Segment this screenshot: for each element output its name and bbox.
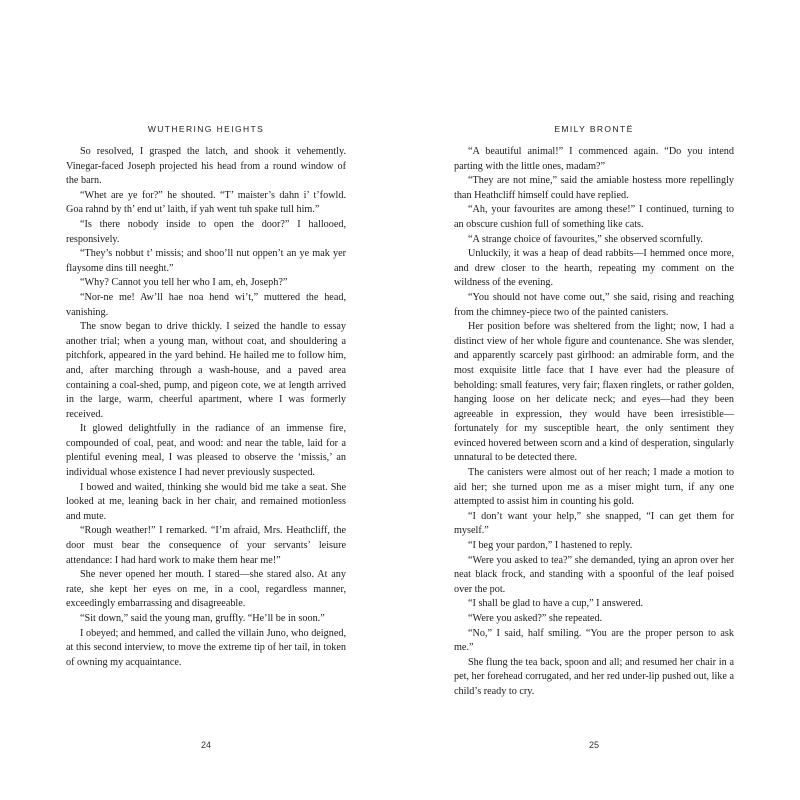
paragraph: “Rough weather!” I remarked. “I’m afraid, Mrs. Heathcliff, the door must bear the consequence of your servants’ leisure attendance: I had hard work to make them hear me!” [66, 525, 346, 566]
paragraph: So resolved, I grasped the latch, and shook it vehemently. Vinegar-faced Joseph projected his head from a round window of the barn. [66, 146, 346, 187]
paragraph: I bowed and waited, thinking she would bid me take a seat. She looked at me, leaning back in her chair, and remained motionless and mute. [66, 481, 346, 522]
running-head-book-title: WUTHERING HEIGHTS [147, 124, 265, 134]
page-number: 25 [588, 740, 599, 750]
paragraph: Unluckily, it was a heap of dead rabbits—I hemmed once more, and drew closer to the hearth, repeating my comment on the wildness of the evening. [454, 248, 734, 289]
paragraph: “No,” I said, half smiling. “You are the proper person to ask me.” [454, 627, 734, 654]
paragraph: “A beautiful animal!” I commenced again. “Do you intend parting with the little ones, madam?” [454, 146, 734, 172]
paragraph: The snow began to drive thickly. I seized the handle to essay another trial; when a young man, without coat, and shouldering a pitchfork, appeared in the yard behind. He hailed me to follow him, and, after marching through a wash-house, and a paved area containing a coal-shed, pump, and pigeon cote, we at length arrived in the large, warm, cheerful apartment, where I was formerly received. [66, 321, 346, 420]
paragraph: “I shall be glad to have a cup,” I answered. [468, 598, 644, 610]
paragraph: “Is there nobody inside to open the door?” I hallooed, responsively. [66, 218, 346, 245]
paragraph: “They are not mine,” said the amiable hostess more repellingly than Heathcliff himself could have replied. [454, 175, 734, 201]
paragraph: “Nor-ne me! Aw’ll hae noa hend wi’t,” muttered the head, vanishing. [66, 291, 346, 318]
paragraph: “They’s nobbut t’ missis; and shoo’ll nut oppen’t an ye mak yer flaysome dins till neeght.” [66, 248, 346, 274]
paragraph: “Why? Cannot you tell her who I am, eh, Joseph?” [80, 277, 288, 289]
paragraph: She flung the tea back, spoon and all; and resumed her chair in a pet, her forehead corrugated, and her red under-lip pushed out, like a child’s ready to cry. [454, 656, 734, 697]
paragraph: “A strange choice of favourites,” she observed scornfully. [468, 233, 703, 245]
paragraph: “Were you asked to tea?” she demanded, tying an apron over her neat black frock, and standing with a spoonful of the leaf poised over the pot. [454, 554, 734, 595]
paragraph: “I don’t want your help,” she snapped, “I can get them for myself.” [454, 510, 734, 537]
page-number: 24 [200, 740, 211, 750]
paragraph: Her position before was sheltered from the light; now, I had a distinct view of her whole figure and countenance. She was slender, and apparently scarcely past girlhood: an admirable form, and the most exquisite little face that I have ever had the pleasure of beholding: small features, very fair; flaxen ringlets, or rather golden, hanging loose on her delicate neck; and eyes—had they been agreeable in expression, they would have been irresistible—fortunately for my susceptible heart, the only sentiment they evinced hovered between scorn and a kind of desperation, singularly unnatural to be detected there. [454, 321, 734, 464]
right-page-text [454, 145, 734, 700]
paragraph: “Ah, your favourites are among these!” I continued, turning to an obscure cushion full of something like cats. [454, 204, 734, 230]
paragraph: “I beg your pardon,” I hastened to reply. [468, 540, 633, 552]
paragraph: “Sit down,” said the young man, gruffly. “He’ll be in soon.” [80, 613, 325, 624]
running-head-author: EMILY BRONTË [554, 124, 634, 134]
right-page [400, 0, 800, 800]
paragraph: I obeyed; and hemmed, and called the villain Juno, who deigned, at this second interview, to move the extreme tip of her tail, in token of owning my acquaintance. [66, 627, 346, 668]
paragraph: “Whet are ye for?” he shouted. “T’ maister’s dahn i’ t’fowld. Goa rahnd by th’ end ut’ laith, if yah went tuh spake tull him.” [66, 189, 346, 216]
paragraph: “Were you asked?” she repeated. [468, 613, 603, 624]
paragraph: “You should not have come out,” she said, rising and reaching from the chimney-piece two of the painted canisters. [454, 291, 734, 318]
left-page-text [66, 145, 346, 670]
paragraph: It glowed delightfully in the radiance of an immense fire, compounded of coal, peat, and wood: and near the table, laid for a plentiful evening meal, I was pleased to observe the ‘missis,’ an individual whose existence I had never previously suspected. [66, 423, 346, 479]
paragraph: She never opened her mouth. I stared—she stared also. At any rate, she kept her eyes on me, in a cool, regardless manner, exceedingly embarrassing and disagreeable. [66, 569, 346, 610]
paragraph: The canisters were almost out of her reach; I made a motion to aid her; she turned upon me as a miser might turn, if any one attempted to assist him in counting his gold. [454, 467, 734, 508]
